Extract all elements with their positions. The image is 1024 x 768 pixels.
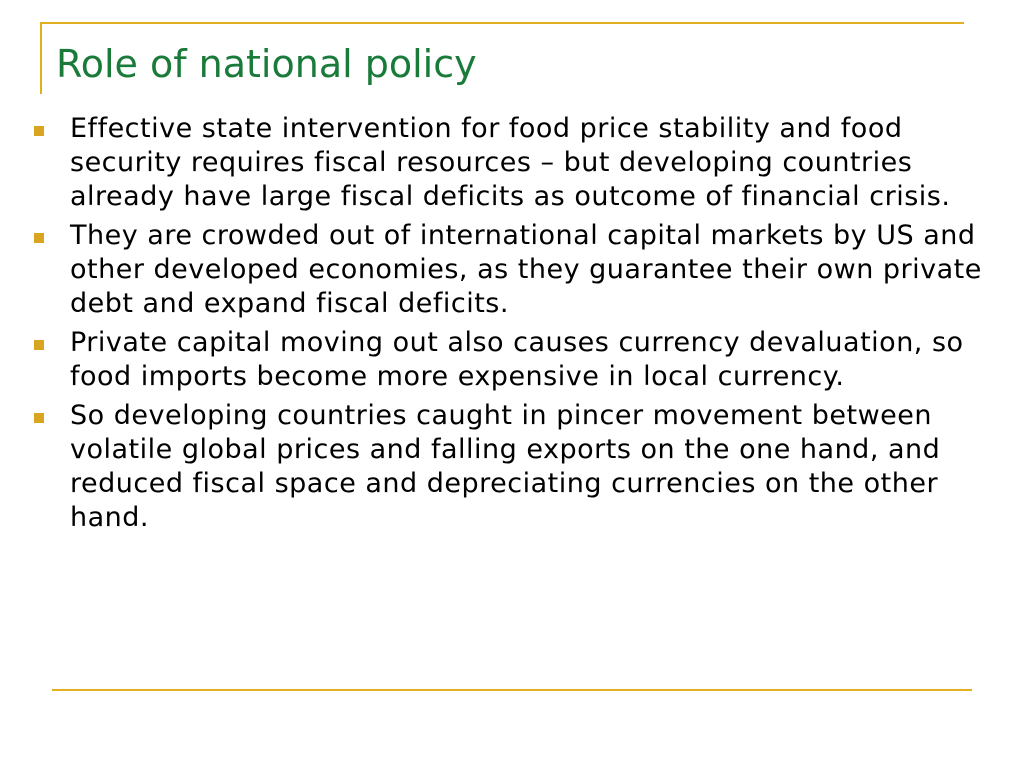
square-bullet-icon [34, 340, 44, 350]
bullet-item [30, 326, 1014, 394]
square-bullet-icon [34, 413, 44, 423]
slide-title: Role of national policy [56, 42, 477, 86]
bullet-item [30, 399, 1014, 535]
bullet-item [30, 112, 1014, 214]
bullet-text: Private capital moving out also causes currency devaluation, so food imports become more expensive in local currency. [70, 327, 964, 392]
bullet-item [30, 219, 1014, 321]
square-bullet-icon [34, 126, 44, 136]
bullet-text: Effective state intervention for food price stability and food security requires fiscal resources – but developing countries already have large fiscal deficits as outcome of financial crisis. [70, 113, 951, 212]
bullet-text: So developing countries caught in pincer movement between volatile global prices and falling exports on the one hand, and reduced fiscal space and depreciating currencies on the other hand. [70, 400, 941, 533]
bottom-divider [52, 689, 972, 691]
bullet-list [30, 112, 1014, 540]
bullet-text: They are crowded out of international capital markets by US and other developed economies, as they guarantee their own private debt and expand fiscal deficits. [70, 220, 982, 319]
top-divider [40, 22, 964, 24]
title-accent-bar [40, 22, 42, 94]
square-bullet-icon [34, 233, 44, 243]
